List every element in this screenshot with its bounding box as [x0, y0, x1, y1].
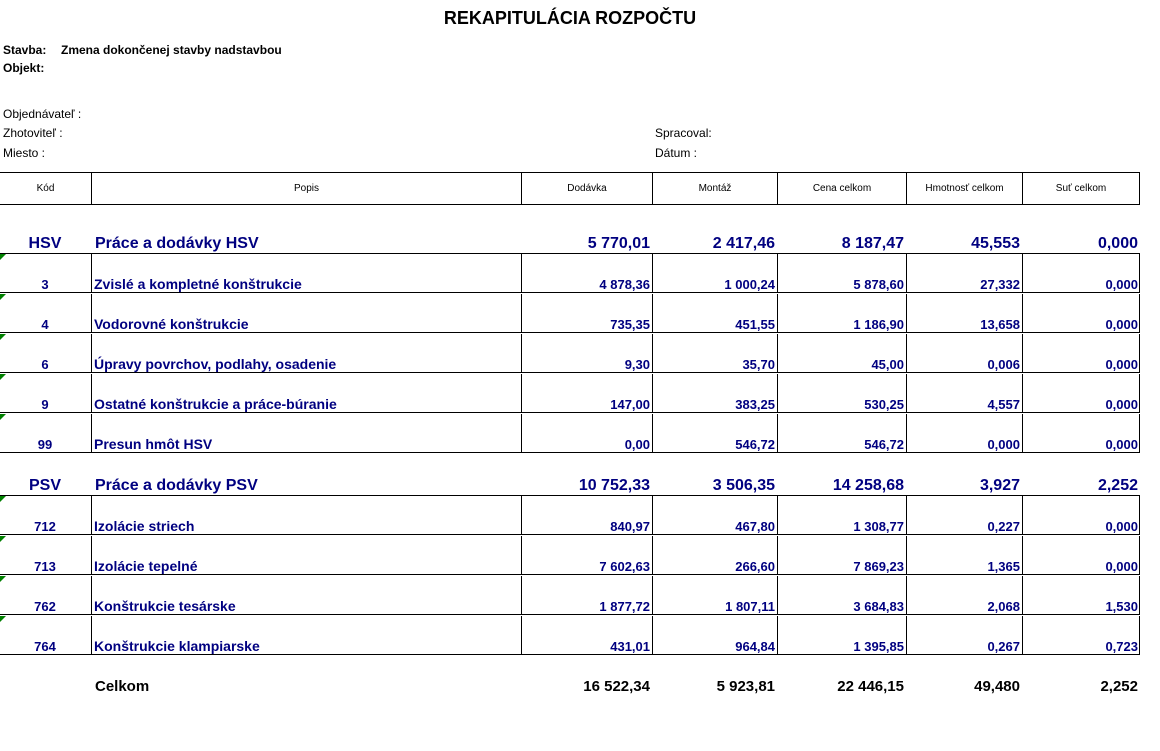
item-value: 0,000 — [1105, 519, 1138, 534]
total-value: 16 522,34 — [583, 678, 650, 695]
item-description: Izolácie striech — [94, 518, 195, 534]
item-value: 546,72 — [864, 437, 904, 452]
item-value: 7 869,23 — [853, 559, 904, 574]
section-row — [0, 475, 1140, 495]
item-description: Izolácie tepelné — [94, 558, 198, 574]
section-value: 2 417,46 — [712, 235, 775, 252]
item-value: 4 878,36 — [599, 277, 650, 292]
item-description: Úpravy povrchov, podlahy, osadenie — [94, 356, 337, 372]
comment-marker-icon — [0, 414, 6, 420]
table-row — [0, 294, 1140, 333]
zhotovitel-label: Zhotoviteľ : — [3, 126, 63, 140]
item-value: 0,267 — [987, 639, 1020, 654]
item-value: 9,30 — [624, 357, 650, 372]
item-value: 530,25 — [864, 397, 904, 412]
column-header-dodavka: Dodávka — [522, 173, 653, 204]
item-value: 0,000 — [1105, 317, 1138, 332]
item-value: 383,25 — [735, 397, 775, 412]
item-description: Zvislé a kompletné konštrukcie — [94, 276, 302, 292]
item-description: Ostatné konštrukcie a práce-búranie — [94, 396, 337, 412]
table-row — [0, 536, 1140, 575]
comment-marker-icon — [0, 576, 6, 582]
stavba-value: Zmena dokončenej stavby nadstavbou — [61, 43, 282, 57]
item-value: 27,332 — [980, 277, 1020, 292]
item-value: 4,557 — [987, 397, 1020, 412]
total-label: Celkom — [95, 678, 150, 695]
comment-marker-icon — [0, 334, 6, 340]
table-row — [0, 374, 1140, 413]
comment-marker-icon — [0, 616, 6, 622]
item-description: Konštrukcie klampiarske — [94, 638, 260, 654]
section-value: 5 770,01 — [587, 235, 650, 252]
item-code: 4 — [41, 317, 49, 332]
total-value: 49,480 — [974, 678, 1020, 695]
item-value: 1,365 — [987, 559, 1020, 574]
table-row — [0, 576, 1140, 615]
section-row — [0, 233, 1140, 253]
item-value: 5 878,60 — [853, 277, 904, 292]
table-row — [0, 254, 1140, 293]
item-value: 964,84 — [735, 639, 775, 654]
item-value: 1 395,85 — [853, 639, 904, 654]
section-code: HSV — [28, 235, 62, 252]
item-value: 1,530 — [1105, 599, 1138, 614]
item-value: 1 807,11 — [725, 599, 775, 614]
item-code: 6 — [41, 357, 49, 372]
column-header-sut-celkom: Suť celkom — [1023, 173, 1140, 204]
item-value: 0,723 — [1105, 639, 1138, 654]
table-row — [0, 616, 1140, 655]
item-value: 0,000 — [1105, 559, 1138, 574]
item-value: 0,000 — [1105, 357, 1138, 372]
item-value: 266,60 — [735, 559, 775, 574]
item-value: 735,35 — [610, 317, 650, 332]
miesto-label: Miesto : — [3, 146, 46, 160]
comment-marker-icon — [0, 496, 6, 502]
item-value: 45,00 — [871, 357, 904, 372]
section-value: 0,000 — [1097, 235, 1138, 252]
datum-label: Dátum : — [655, 146, 698, 160]
total-value: 2,252 — [1100, 678, 1138, 695]
section-value: 3,927 — [979, 477, 1020, 494]
comment-marker-icon — [0, 536, 6, 542]
section-description: Práce a dodávky PSV — [95, 477, 258, 494]
item-value: 431,01 — [610, 639, 650, 654]
page-title: REKAPITULÁCIA ROZPOČTU — [443, 8, 697, 28]
section-value: 8 187,47 — [841, 235, 904, 252]
total-row — [0, 678, 1140, 698]
item-value: 2,068 — [987, 599, 1020, 614]
item-value: 0,006 — [987, 357, 1020, 372]
item-code: 764 — [34, 639, 56, 654]
item-value: 147,00 — [610, 397, 650, 412]
item-value: 13,658 — [980, 317, 1020, 332]
section-description: Práce a dodávky HSV — [95, 235, 259, 252]
item-value: 467,80 — [735, 519, 775, 534]
table-row — [0, 334, 1140, 373]
item-value: 451,55 — [735, 317, 775, 332]
item-value: 0,000 — [1105, 437, 1138, 452]
column-header-kod: Kód — [0, 173, 92, 204]
comment-marker-icon — [0, 294, 6, 300]
item-value: 1 186,90 — [853, 317, 904, 332]
item-code: 713 — [34, 559, 56, 574]
section-value: 10 752,33 — [578, 477, 650, 494]
column-header-popis: Popis — [92, 173, 522, 204]
item-value: 840,97 — [610, 519, 650, 534]
item-code: 3 — [41, 277, 49, 292]
item-code: 762 — [34, 599, 56, 614]
spracoval-label: Spracoval: — [655, 126, 712, 140]
total-value: 5 923,81 — [716, 678, 775, 695]
stavba-label: Stavba: — [3, 43, 47, 57]
comment-marker-icon — [0, 254, 6, 260]
item-value: 35,70 — [742, 357, 775, 372]
comment-marker-icon — [0, 374, 6, 380]
item-value: 0,227 — [987, 519, 1020, 534]
item-value: 0,000 — [1105, 277, 1138, 292]
column-header-cena-celkom: Cena celkom — [778, 173, 907, 204]
item-value: 1 000,24 — [724, 277, 775, 292]
section-value: 3 506,35 — [712, 477, 775, 494]
column-header-montaz: Montáž — [653, 173, 778, 204]
item-description: Konštrukcie tesárske — [94, 598, 236, 614]
item-description: Presun hmôt HSV — [94, 436, 213, 452]
item-description: Vodorovné konštrukcie — [94, 316, 249, 332]
section-value: 14 258,68 — [832, 477, 904, 494]
table-row — [0, 414, 1140, 453]
section-code: PSV — [28, 477, 61, 494]
item-value: 0,00 — [624, 437, 650, 452]
item-value: 0,000 — [1105, 397, 1138, 412]
table-row — [0, 496, 1140, 535]
section-value: 45,553 — [971, 235, 1020, 252]
item-value: 7 602,63 — [599, 559, 650, 574]
total-value: 22 446,15 — [837, 678, 904, 695]
objekt-label: Objekt: — [3, 61, 45, 75]
section-value: 2,252 — [1097, 477, 1138, 494]
item-value: 0,000 — [987, 437, 1020, 452]
item-code: 9 — [41, 397, 49, 412]
item-value: 1 877,72 — [599, 599, 650, 614]
item-code: 712 — [34, 519, 56, 534]
item-value: 3 684,83 — [853, 599, 904, 614]
item-value: 1 308,77 — [853, 519, 904, 534]
column-header-hmotnost-celkom: Hmotnosť celkom — [907, 173, 1023, 204]
objednavatel-label: Objednávateľ : — [3, 107, 82, 121]
item-value: 546,72 — [735, 437, 775, 452]
item-code: 99 — [37, 437, 53, 452]
